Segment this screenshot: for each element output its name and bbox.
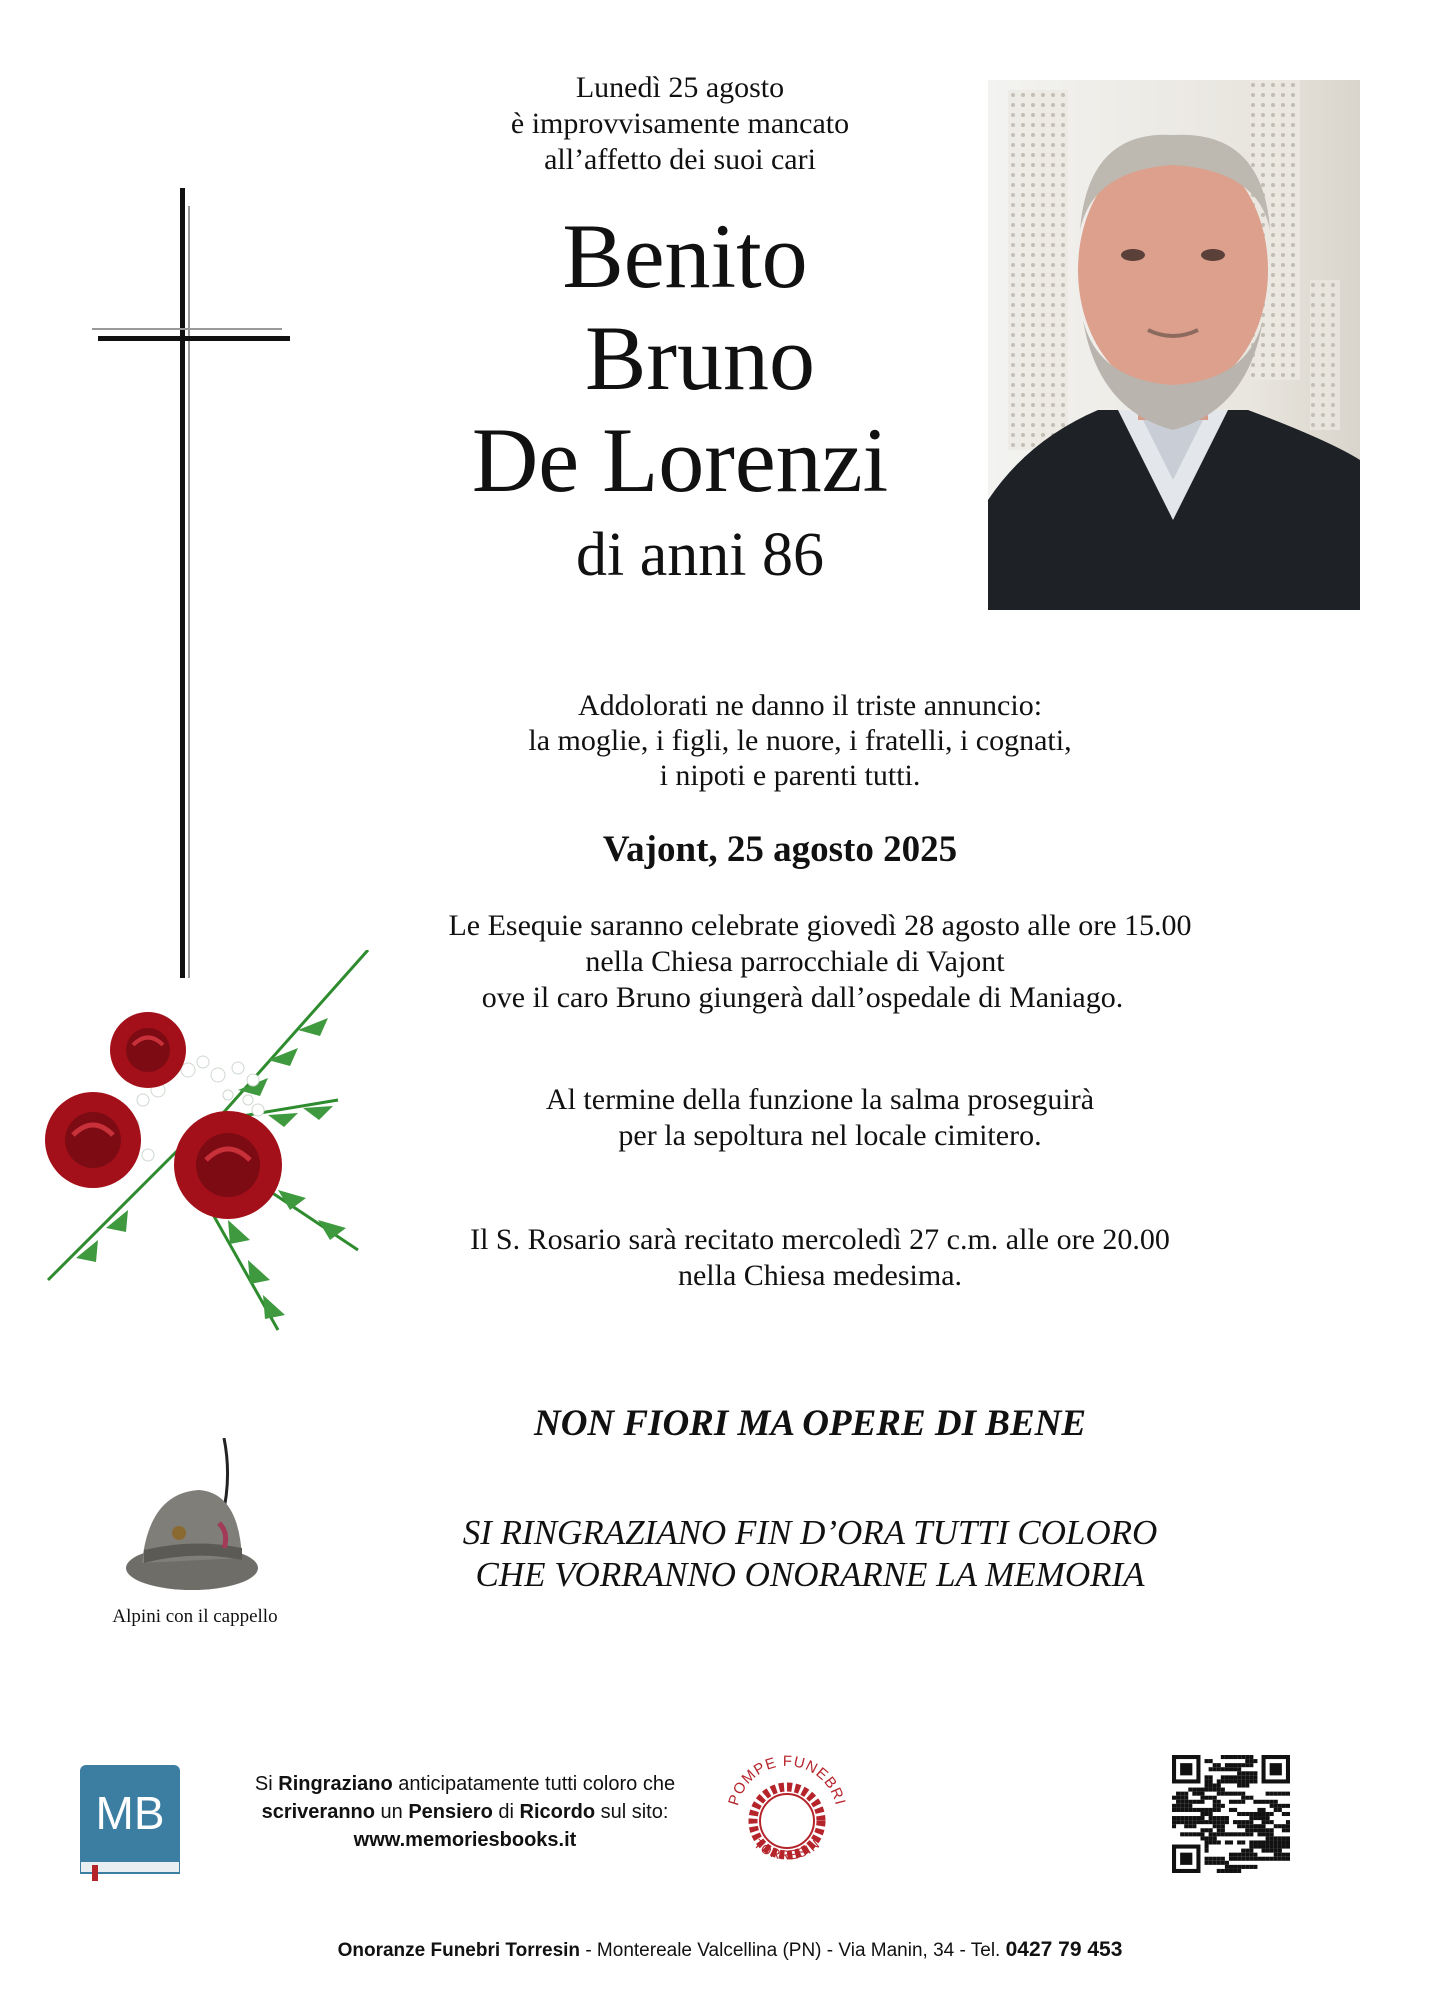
rose-right bbox=[174, 1111, 282, 1219]
company-phone[interactable]: 0427 79 453 bbox=[1005, 1938, 1123, 1961]
family-announcement bbox=[460, 688, 1140, 793]
mb-text: sul sito: bbox=[595, 1801, 669, 1823]
place-date: Vajont, 25 agosto 2025 bbox=[602, 829, 958, 870]
second-name: Bruno bbox=[585, 307, 815, 409]
funeral-info bbox=[370, 908, 1270, 1016]
rose-left bbox=[45, 1092, 141, 1188]
mb-text: di bbox=[492, 1801, 520, 1823]
surname: De Lorenzi bbox=[471, 409, 889, 511]
funeral-line: Le Esequie saranno celebrate giovedì 28 agosto alle ore 15.00 bbox=[448, 909, 1192, 942]
mb-text: Si bbox=[254, 1773, 279, 1795]
company-name: Onoranze Funebri Torresin bbox=[337, 1940, 581, 1961]
memoriesbooks-logo-icon bbox=[80, 1765, 180, 1881]
rosary-line: Il S. Rosario sarà recitato mercoledì 27 c.m. alle ore 20.00 bbox=[470, 1223, 1170, 1256]
pompe-funebri-seal-icon bbox=[722, 1746, 852, 1886]
rose-top bbox=[110, 1012, 186, 1088]
seal-bottom-text: TORRESIN bbox=[751, 1836, 823, 1863]
burial-line: Al termine della funzione la salma proseguirà bbox=[545, 1083, 1095, 1116]
funeral-line: nella Chiesa parrocchiale di Vajont bbox=[585, 945, 1005, 978]
company-address: - Montereale Valcellina (PN) - Via Manin, 34 - Tel. bbox=[580, 1940, 1006, 1961]
thanks-line: SI RINGRAZIANO FIN D’ORA TUTTI COLORO bbox=[462, 1513, 1158, 1552]
footer-contact bbox=[200, 1938, 1260, 1962]
roses-bouquet-icon bbox=[38, 950, 378, 1340]
intro-text bbox=[440, 70, 920, 178]
mb-text-bold: Ringraziano bbox=[278, 1773, 393, 1795]
svg-text:POMPE FUNEBRI bbox=[725, 1753, 848, 1808]
age-text: di anni 86 bbox=[576, 521, 824, 589]
deceased-name bbox=[440, 205, 960, 511]
thanks-line: CHE VORRANNO ONORARNE LA MEMORIA bbox=[475, 1555, 1145, 1594]
intro-line: Lunedì 25 agosto bbox=[575, 71, 785, 104]
portrait-photo bbox=[988, 80, 1360, 610]
funeral-line: ove il caro Bruno giungerà dall’ospedale di Maniago. bbox=[481, 981, 1124, 1014]
mb-text-bold: Pensiero bbox=[408, 1801, 493, 1823]
mb-text-bold: scriveranno bbox=[261, 1801, 375, 1823]
hat-caption: Alpini con il cappello bbox=[112, 1606, 278, 1627]
family-line: i nipoti e parenti tutti. bbox=[659, 759, 921, 792]
mb-text: anticipatamente tutti coloro che bbox=[392, 1773, 676, 1795]
burial-line: per la sepoltura nel locale cimitero. bbox=[618, 1119, 1042, 1152]
seal-top-text: POMPE FUNEBRI bbox=[725, 1752, 849, 1808]
mb-url-text[interactable]: www.memoriesbooks.it bbox=[353, 1829, 577, 1851]
thanks-text bbox=[380, 1512, 1240, 1596]
svg-text:TORRESIN bbox=[751, 1836, 823, 1862]
mb-logo-text: MB bbox=[95, 1787, 165, 1839]
rosary-line: nella Chiesa medesima. bbox=[677, 1259, 963, 1292]
burial-info bbox=[420, 1082, 1220, 1154]
family-line: la moglie, i figli, le nuore, i fratelli, i cognati, bbox=[528, 724, 1072, 757]
mb-url[interactable] bbox=[215, 1826, 715, 1854]
family-line: Addolorati ne danno il triste annuncio: bbox=[577, 689, 1043, 722]
alpini-hat-icon bbox=[124, 1438, 264, 1598]
mb-text-bold: Ricordo bbox=[519, 1801, 596, 1823]
mb-line-2 bbox=[215, 1798, 715, 1826]
first-name: Benito bbox=[562, 205, 808, 307]
qr-code-icon[interactable] bbox=[1172, 1755, 1290, 1873]
no-flowers-request: NON FIORI MA OPERE DI BENE bbox=[533, 1403, 1087, 1444]
rosary-info bbox=[400, 1222, 1240, 1294]
mb-line-1 bbox=[215, 1770, 715, 1798]
intro-line: all’affetto dei suoi cari bbox=[544, 143, 816, 176]
memoriesbooks-message bbox=[215, 1770, 715, 1854]
cross-icon bbox=[88, 188, 298, 978]
intro-line: è improvvisamente mancato bbox=[510, 107, 850, 140]
mb-text: un bbox=[374, 1801, 409, 1823]
